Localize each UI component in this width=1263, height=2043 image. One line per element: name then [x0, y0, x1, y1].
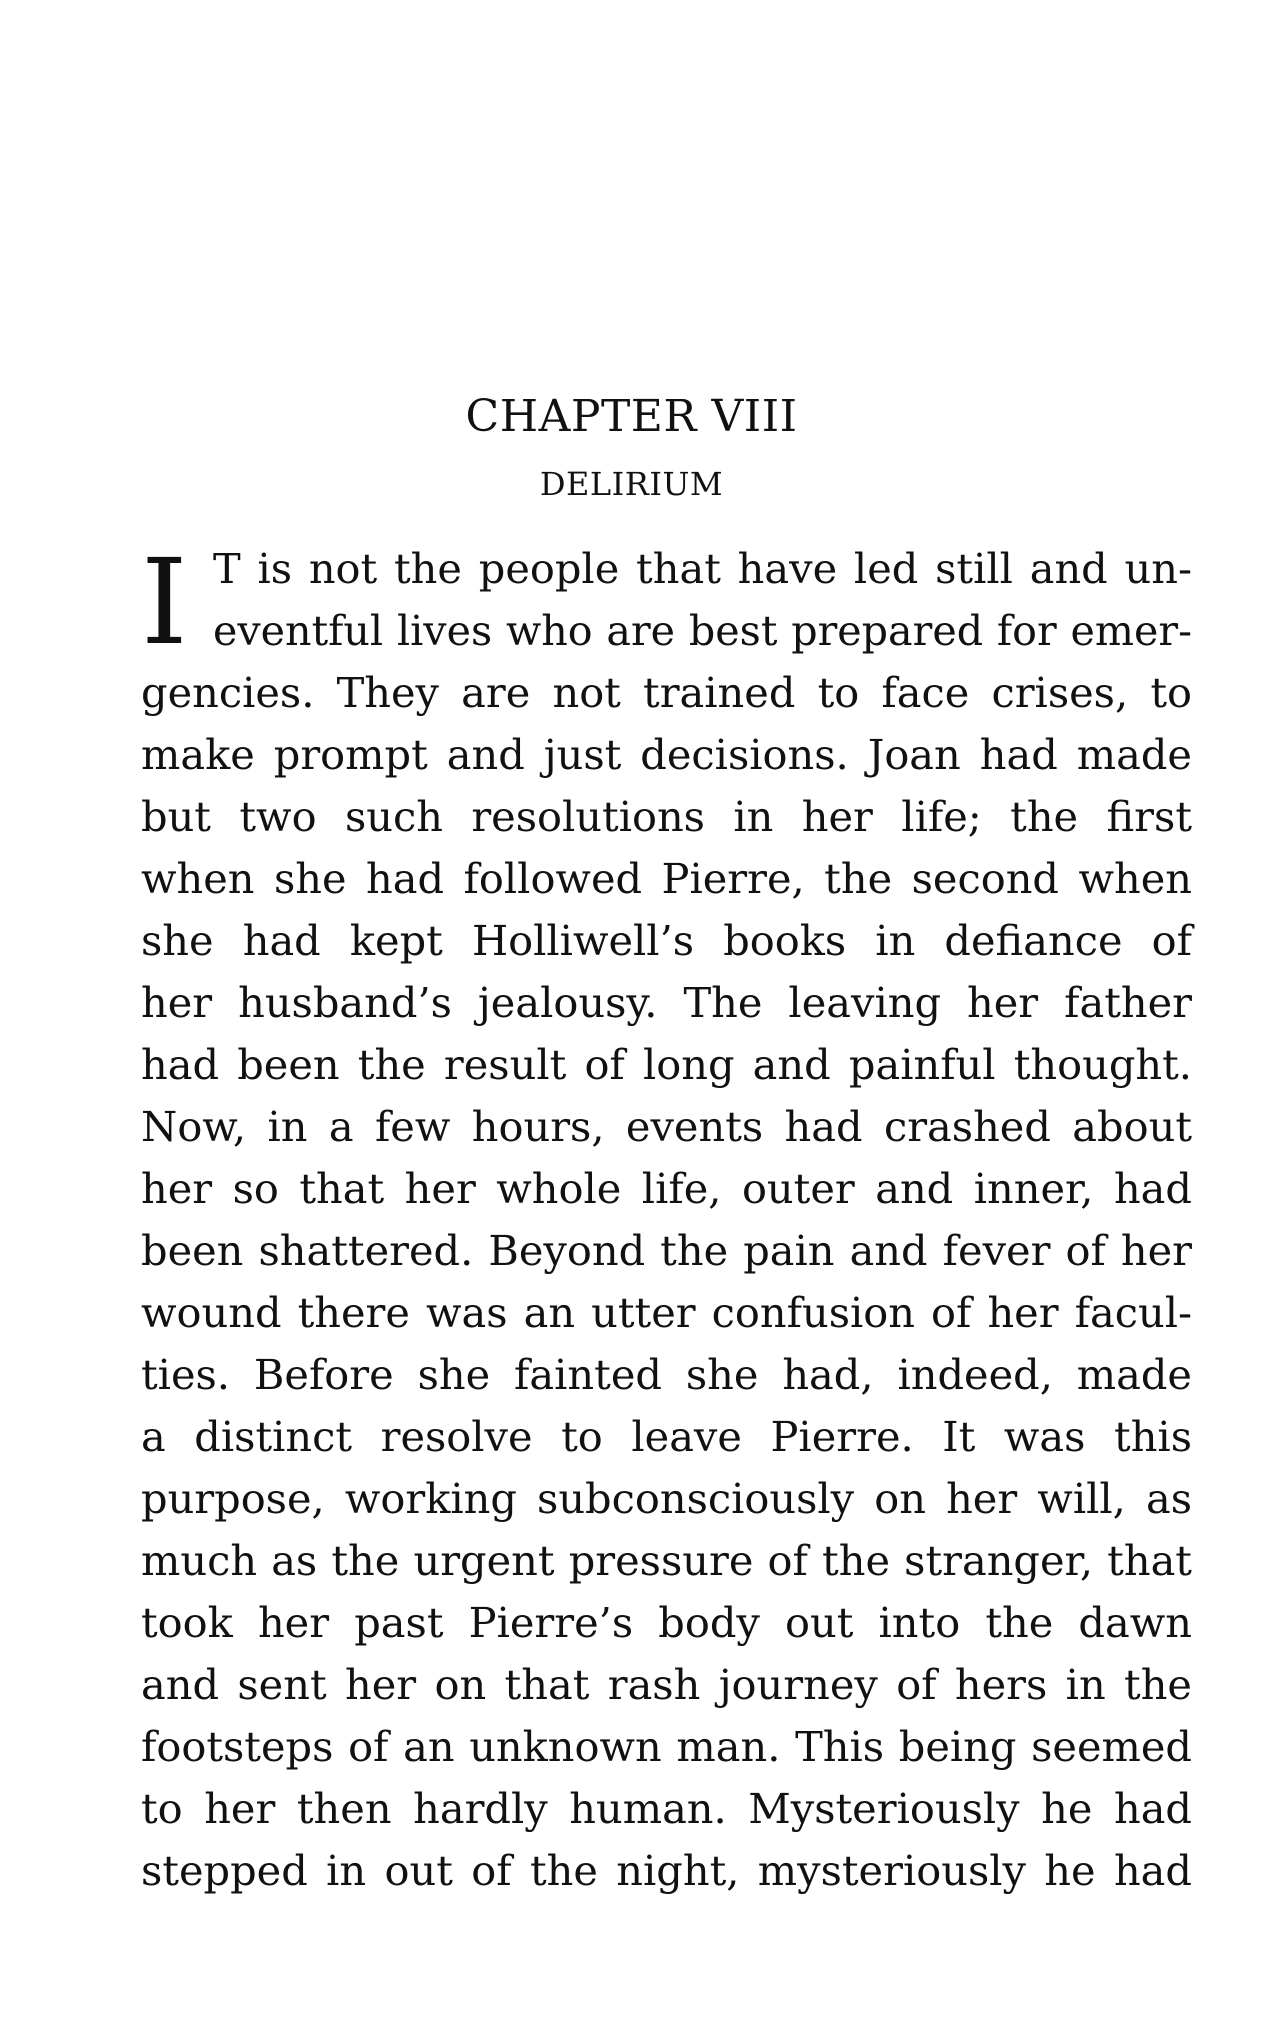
text-line: ties. Before she fainted she had, indeed, made: [141, 1350, 1192, 1399]
text-line: much as the urgent pressure of the stranger, that: [141, 1536, 1192, 1585]
text-line: been shattered. Beyond the pain and fever of her: [141, 1226, 1192, 1275]
body-text: [141, 533, 1192, 1902]
text-line: stepped in out of the night, mysteriously he had: [141, 1846, 1192, 1895]
text-line: eventful lives who are best prepared for emer-: [213, 607, 1192, 655]
text-line: but two such resolutions in her life; the first: [141, 792, 1192, 841]
text-line: took her past Pierre’s body out into the dawn: [141, 1598, 1192, 1647]
text-line: had been the result of long and painful thought.: [141, 1040, 1192, 1089]
text-line: to her then hardly human. Mysteriously he had: [141, 1784, 1192, 1833]
text-line: footsteps of an unknown man. This being seemed: [141, 1722, 1192, 1771]
text-line: wound there was an utter confusion of her facul-: [141, 1288, 1192, 1337]
text-line: when she had followed Pierre, the second when: [141, 854, 1192, 903]
text-line: purpose, working subconsciously on her will, as: [141, 1474, 1192, 1523]
text-line: make prompt and just decisions. Joan had made: [141, 730, 1192, 779]
text-line: a distinct resolve to leave Pierre. It was this: [141, 1412, 1192, 1461]
text-line: Now, in a few hours, events had crashed about: [141, 1102, 1192, 1151]
chapter-heading: CHAPTER VIII: [465, 391, 798, 442]
text-line: and sent her on that rash journey of hers in the: [141, 1660, 1192, 1709]
text-line: gencies. They are not trained to face crises, to: [141, 668, 1192, 717]
text-line: T is not the people that have led still and un-: [213, 544, 1192, 593]
chapter-subtitle: DELIRIUM: [539, 465, 724, 503]
drop-cap: I: [141, 533, 188, 671]
text-line: she had kept Holliwell’s books in defiance of: [141, 916, 1192, 965]
text-line: her husband’s jealousy. The leaving her father: [141, 978, 1192, 1027]
text-line: her so that her whole life, outer and inner, had: [141, 1164, 1192, 1213]
